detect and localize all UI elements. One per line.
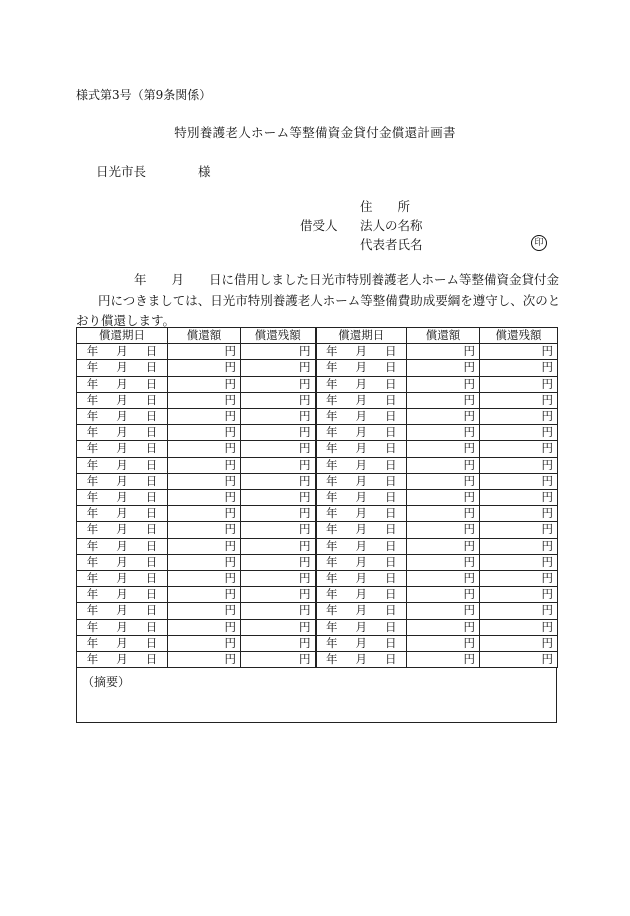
repayment-amount-cell: 円: [407, 603, 480, 619]
repayment-amount-cell: 円: [407, 360, 480, 376]
repayment-amount-cell: 円: [407, 490, 480, 506]
repayment-amount-cell: 円: [168, 376, 241, 392]
table-row: [77, 506, 558, 522]
date-month-unit: 月: [355, 392, 367, 407]
date-year-unit: 年: [326, 473, 338, 488]
date-month-unit: 月: [355, 587, 367, 602]
date-cell: [316, 425, 407, 441]
date-year-unit: 年: [86, 635, 99, 650]
remaining-balance-cell: 円: [241, 425, 316, 441]
repayment-amount-cell: 円: [407, 587, 480, 603]
date-year-unit: 年: [86, 554, 99, 569]
date-day-unit: 日: [145, 457, 158, 472]
date-year-unit: 年: [86, 344, 99, 359]
date-year-unit: 年: [326, 376, 338, 391]
date-month-unit: 月: [355, 554, 367, 569]
date-month-unit: 月: [116, 392, 128, 407]
date-day-unit: 日: [385, 490, 397, 505]
date-cell: [77, 360, 168, 376]
date-cell: [316, 603, 407, 619]
repayment-amount-cell: 円: [168, 554, 241, 570]
remaining-balance-cell: 円: [241, 360, 316, 376]
header-repayment-date: 償還期日: [316, 328, 407, 344]
date-year-unit: 年: [86, 409, 99, 424]
date-day-unit: 日: [385, 587, 397, 602]
date-cell: [77, 587, 168, 603]
date-month-unit: 月: [355, 441, 367, 456]
remaining-balance-cell: 円: [480, 619, 558, 635]
date-year-unit: 年: [86, 376, 99, 391]
table-row: [77, 441, 558, 457]
date-year-unit: 年: [326, 587, 338, 602]
table-row: [77, 473, 558, 489]
table-row: [77, 522, 558, 538]
repayment-amount-cell: 円: [407, 392, 480, 408]
table-row: [77, 344, 558, 360]
date-year-unit: 年: [86, 619, 99, 634]
repayment-amount-cell: 円: [407, 619, 480, 635]
remaining-balance-cell: 円: [480, 344, 558, 360]
repayment-amount-cell: 円: [168, 587, 241, 603]
date-year-unit: 年: [86, 587, 99, 602]
remaining-balance-cell: 円: [241, 587, 316, 603]
remaining-balance-cell: 円: [241, 409, 316, 425]
date-day-unit: 日: [145, 603, 158, 618]
addressee: [96, 162, 211, 180]
date-cell: [77, 457, 168, 473]
date-day-unit: 日: [385, 376, 397, 391]
table-row: [77, 619, 558, 635]
date-month-unit: 月: [116, 619, 128, 634]
date-day-unit: 日: [145, 344, 158, 359]
remaining-balance-cell: 円: [241, 490, 316, 506]
date-month-unit: 月: [355, 619, 367, 634]
repayment-amount-cell: 円: [168, 522, 241, 538]
remaining-balance-cell: 円: [241, 571, 316, 587]
date-cell: [316, 506, 407, 522]
date-month-unit: 月: [116, 571, 128, 586]
date-month-unit: 月: [116, 506, 128, 521]
date-year-unit: 年: [326, 635, 338, 650]
date-cell: [316, 344, 407, 360]
date-cell: [77, 571, 168, 587]
remaining-balance-cell: 円: [241, 619, 316, 635]
date-day-unit: 日: [145, 376, 158, 391]
date-month-unit: 月: [116, 490, 128, 505]
date-day-unit: 日: [385, 571, 397, 586]
remaining-balance-cell: 円: [241, 506, 316, 522]
table-row: [77, 554, 558, 570]
date-cell: [316, 587, 407, 603]
date-cell: [77, 522, 168, 538]
date-month-unit: 月: [355, 473, 367, 488]
remaining-balance-cell: 円: [480, 603, 558, 619]
date-month-unit: 月: [116, 376, 128, 391]
date-day-unit: 日: [145, 490, 158, 505]
date-year-unit: 年: [86, 425, 99, 440]
date-month-unit: 月: [116, 603, 128, 618]
repayment-amount-cell: 円: [168, 538, 241, 554]
table-row: [77, 538, 558, 554]
repayment-amount-cell: 円: [168, 652, 241, 668]
repayment-amount-cell: 円: [407, 538, 480, 554]
remaining-balance-cell: 円: [241, 603, 316, 619]
date-year-unit: 年: [326, 425, 338, 440]
repayment-amount-cell: 円: [168, 473, 241, 489]
date-cell: [316, 392, 407, 408]
repayment-amount-cell: 円: [407, 344, 480, 360]
repayment-amount-cell: 円: [168, 603, 241, 619]
corporation-name-label: 法人の名称: [359, 218, 423, 233]
table-row: [77, 360, 558, 376]
corporation-name-row: [300, 216, 423, 234]
date-month-unit: 月: [355, 571, 367, 586]
date-year-unit: 年: [326, 457, 338, 472]
date-month-unit: 月: [116, 457, 128, 472]
date-month-unit: 月: [355, 425, 367, 440]
date-year-unit: 年: [326, 441, 338, 456]
date-cell: [316, 538, 407, 554]
date-month-unit: 月: [355, 506, 367, 521]
date-day-unit: 日: [385, 603, 397, 618]
remaining-balance-cell: 円: [480, 409, 558, 425]
remaining-balance-cell: 円: [480, 587, 558, 603]
address-row: [300, 197, 410, 215]
remaining-balance-cell: 円: [480, 635, 558, 651]
table-row: [77, 571, 558, 587]
seal-mark: 印: [531, 235, 547, 251]
repayment-schedule-table: [76, 327, 558, 668]
addressee-name: 日光市長: [96, 164, 147, 179]
remarks-box: [76, 667, 557, 723]
repayment-amount-cell: 円: [168, 392, 241, 408]
date-cell: [77, 441, 168, 457]
body-line-3: おり償還します。: [76, 313, 176, 328]
remaining-balance-cell: 円: [480, 506, 558, 522]
date-day-unit: 日: [145, 441, 158, 456]
date-month-unit: 月: [355, 376, 367, 391]
date-year-unit: 年: [86, 652, 99, 667]
repayment-amount-cell: 円: [168, 490, 241, 506]
date-year-unit: 年: [86, 571, 99, 586]
date-day-unit: 日: [145, 619, 158, 634]
date-day-unit: 日: [385, 409, 397, 424]
date-cell: [77, 619, 168, 635]
repayment-amount-cell: 円: [168, 506, 241, 522]
remaining-balance-cell: 円: [241, 635, 316, 651]
date-day-unit: 日: [385, 619, 397, 634]
repayment-amount-cell: 円: [407, 522, 480, 538]
date-cell: [77, 473, 168, 489]
date-cell: [77, 409, 168, 425]
date-year-unit: 年: [326, 619, 338, 634]
date-cell: [316, 522, 407, 538]
date-month-unit: 月: [355, 652, 367, 667]
date-day-unit: 日: [145, 652, 158, 667]
repayment-amount-cell: 円: [407, 506, 480, 522]
date-year-unit: 年: [86, 457, 99, 472]
date-month-unit: 月: [355, 538, 367, 553]
table-row: [77, 652, 558, 668]
date-year-unit: 年: [326, 409, 338, 424]
date-cell: [77, 554, 168, 570]
date-cell: [77, 652, 168, 668]
remaining-balance-cell: 円: [480, 652, 558, 668]
date-day-unit: 日: [385, 635, 397, 650]
header-repayment-amount: 償還額: [407, 328, 480, 344]
date-year-unit: 年: [86, 522, 99, 537]
date-day-unit: 日: [145, 554, 158, 569]
table-row: [77, 490, 558, 506]
remaining-balance-cell: 円: [241, 441, 316, 457]
repayment-amount-cell: 円: [407, 425, 480, 441]
date-month-unit: 月: [116, 554, 128, 569]
date-month-unit: 月: [116, 587, 128, 602]
repayment-amount-cell: 円: [407, 652, 480, 668]
table-row: [77, 635, 558, 651]
header-remaining-balance: 償還残額: [480, 328, 558, 344]
date-year-unit: 年: [326, 344, 338, 359]
body-line-1: 年 月 日に借用しました日光市特別養護老人ホーム等整備資金貸付金: [134, 272, 560, 287]
remaining-balance-cell: 円: [480, 473, 558, 489]
date-cell: [77, 425, 168, 441]
date-day-unit: 日: [145, 587, 158, 602]
date-month-unit: 月: [355, 522, 367, 537]
date-month-unit: 月: [116, 344, 128, 359]
date-cell: [77, 376, 168, 392]
date-cell: [77, 538, 168, 554]
date-cell: [77, 506, 168, 522]
header-repayment-amount: 償還額: [168, 328, 241, 344]
date-month-unit: 月: [355, 457, 367, 472]
repayment-amount-cell: 円: [168, 441, 241, 457]
form-number: 様式第3号（第9条関係）: [76, 88, 212, 102]
remaining-balance-cell: 円: [241, 392, 316, 408]
header-repayment-date: 償還期日: [77, 328, 168, 344]
representative-row: [300, 235, 423, 253]
table-row: [77, 603, 558, 619]
remaining-balance-cell: 円: [241, 554, 316, 570]
date-day-unit: 日: [385, 652, 397, 667]
date-year-unit: 年: [86, 506, 99, 521]
date-day-unit: 日: [385, 425, 397, 440]
date-year-unit: 年: [326, 554, 338, 569]
date-year-unit: 年: [86, 441, 99, 456]
repayment-amount-cell: 円: [168, 635, 241, 651]
date-day-unit: 日: [385, 392, 397, 407]
remaining-balance-cell: 円: [241, 457, 316, 473]
date-day-unit: 日: [145, 409, 158, 424]
repayment-amount-cell: 円: [407, 376, 480, 392]
date-day-unit: 日: [385, 344, 397, 359]
table-header-row: [77, 328, 558, 344]
date-day-unit: 日: [145, 473, 158, 488]
date-day-unit: 日: [145, 360, 158, 375]
date-month-unit: 月: [116, 652, 128, 667]
remaining-balance-cell: 円: [480, 571, 558, 587]
remaining-balance-cell: 円: [480, 425, 558, 441]
date-cell: [316, 571, 407, 587]
date-cell: [316, 360, 407, 376]
remaining-balance-cell: 円: [480, 376, 558, 392]
remaining-balance-cell: 円: [480, 538, 558, 554]
date-year-unit: 年: [326, 538, 338, 553]
remaining-balance-cell: 円: [241, 473, 316, 489]
date-day-unit: 日: [385, 506, 397, 521]
date-day-unit: 日: [145, 392, 158, 407]
table-row: [77, 457, 558, 473]
borrower-label: 借受人: [300, 218, 338, 233]
repayment-amount-cell: 円: [407, 554, 480, 570]
repayment-amount-cell: 円: [407, 473, 480, 489]
representative-label: 代表者氏名: [359, 237, 423, 252]
date-cell: [316, 441, 407, 457]
date-year-unit: 年: [326, 603, 338, 618]
date-month-unit: 月: [355, 360, 367, 375]
date-month-unit: 月: [116, 635, 128, 650]
remaining-balance-cell: 円: [480, 554, 558, 570]
remaining-balance-cell: 円: [241, 344, 316, 360]
date-year-unit: 年: [86, 603, 99, 618]
remarks-label: （摘要）: [82, 675, 131, 689]
date-month-unit: 月: [355, 344, 367, 359]
repayment-amount-cell: 円: [407, 457, 480, 473]
date-day-unit: 日: [145, 506, 158, 521]
repayment-amount-cell: 円: [168, 344, 241, 360]
remaining-balance-cell: 円: [480, 360, 558, 376]
date-year-unit: 年: [326, 652, 338, 667]
repayment-amount-cell: 円: [168, 409, 241, 425]
date-month-unit: 月: [355, 409, 367, 424]
date-month-unit: 月: [116, 538, 128, 553]
date-month-unit: 月: [116, 409, 128, 424]
date-cell: [316, 490, 407, 506]
repayment-amount-cell: 円: [168, 619, 241, 635]
date-month-unit: 月: [116, 441, 128, 456]
date-cell: [316, 457, 407, 473]
repayment-amount-cell: 円: [407, 635, 480, 651]
remaining-balance-cell: 円: [241, 652, 316, 668]
table-row: [77, 587, 558, 603]
date-year-unit: 年: [86, 392, 99, 407]
date-cell: [316, 376, 407, 392]
repayment-amount-cell: 円: [168, 360, 241, 376]
date-month-unit: 月: [116, 473, 128, 488]
date-day-unit: 日: [145, 538, 158, 553]
date-month-unit: 月: [355, 635, 367, 650]
repayment-amount-cell: 円: [168, 457, 241, 473]
remaining-balance-cell: 円: [480, 457, 558, 473]
repayment-amount-cell: 円: [407, 409, 480, 425]
date-cell: [316, 473, 407, 489]
date-year-unit: 年: [86, 490, 99, 505]
date-cell: [316, 619, 407, 635]
remaining-balance-cell: 円: [480, 490, 558, 506]
date-cell: [77, 344, 168, 360]
date-month-unit: 月: [116, 425, 128, 440]
date-cell: [316, 652, 407, 668]
remaining-balance-cell: 円: [480, 441, 558, 457]
repayment-amount-cell: 円: [168, 425, 241, 441]
body-text: [76, 270, 560, 332]
remaining-balance-cell: 円: [241, 522, 316, 538]
date-day-unit: 日: [385, 457, 397, 472]
date-cell: [77, 603, 168, 619]
date-year-unit: 年: [326, 522, 338, 537]
date-cell: [316, 635, 407, 651]
date-day-unit: 日: [385, 473, 397, 488]
repayment-amount-cell: 円: [407, 571, 480, 587]
date-year-unit: 年: [326, 506, 338, 521]
date-cell: [77, 635, 168, 651]
date-day-unit: 日: [385, 360, 397, 375]
date-day-unit: 日: [145, 425, 158, 440]
addressee-suffix: 様: [198, 164, 211, 179]
date-day-unit: 日: [385, 522, 397, 537]
table-row: [77, 376, 558, 392]
date-day-unit: 日: [145, 571, 158, 586]
date-month-unit: 月: [355, 603, 367, 618]
date-year-unit: 年: [86, 473, 99, 488]
date-day-unit: 日: [385, 441, 397, 456]
repayment-amount-cell: 円: [407, 441, 480, 457]
date-cell: [316, 409, 407, 425]
date-year-unit: 年: [86, 360, 99, 375]
table-row: [77, 425, 558, 441]
date-cell: [316, 554, 407, 570]
date-year-unit: 年: [86, 538, 99, 553]
date-day-unit: 日: [385, 538, 397, 553]
date-year-unit: 年: [326, 571, 338, 586]
date-day-unit: 日: [145, 522, 158, 537]
body-line-2: 円につきましては、日光市特別養護老人ホーム等整備費助成要綱を遵守し、次のと: [98, 292, 561, 308]
date-day-unit: 日: [385, 554, 397, 569]
address-label: 住 所: [359, 199, 410, 214]
date-month-unit: 月: [116, 522, 128, 537]
date-cell: [77, 392, 168, 408]
date-month-unit: 月: [116, 360, 128, 375]
document-title: 特別養護老人ホーム等整備資金貸付金償還計画書: [174, 125, 456, 140]
repayment-amount-cell: 円: [168, 571, 241, 587]
remaining-balance-cell: 円: [241, 376, 316, 392]
date-year-unit: 年: [326, 490, 338, 505]
date-year-unit: 年: [326, 360, 338, 375]
table-row: [77, 409, 558, 425]
date-month-unit: 月: [355, 490, 367, 505]
remaining-balance-cell: 円: [480, 522, 558, 538]
remaining-balance-cell: 円: [241, 538, 316, 554]
date-day-unit: 日: [145, 635, 158, 650]
date-cell: [77, 490, 168, 506]
date-year-unit: 年: [326, 392, 338, 407]
table-row: [77, 392, 558, 408]
remaining-balance-cell: 円: [480, 392, 558, 408]
header-remaining-balance: 償還残額: [241, 328, 316, 344]
